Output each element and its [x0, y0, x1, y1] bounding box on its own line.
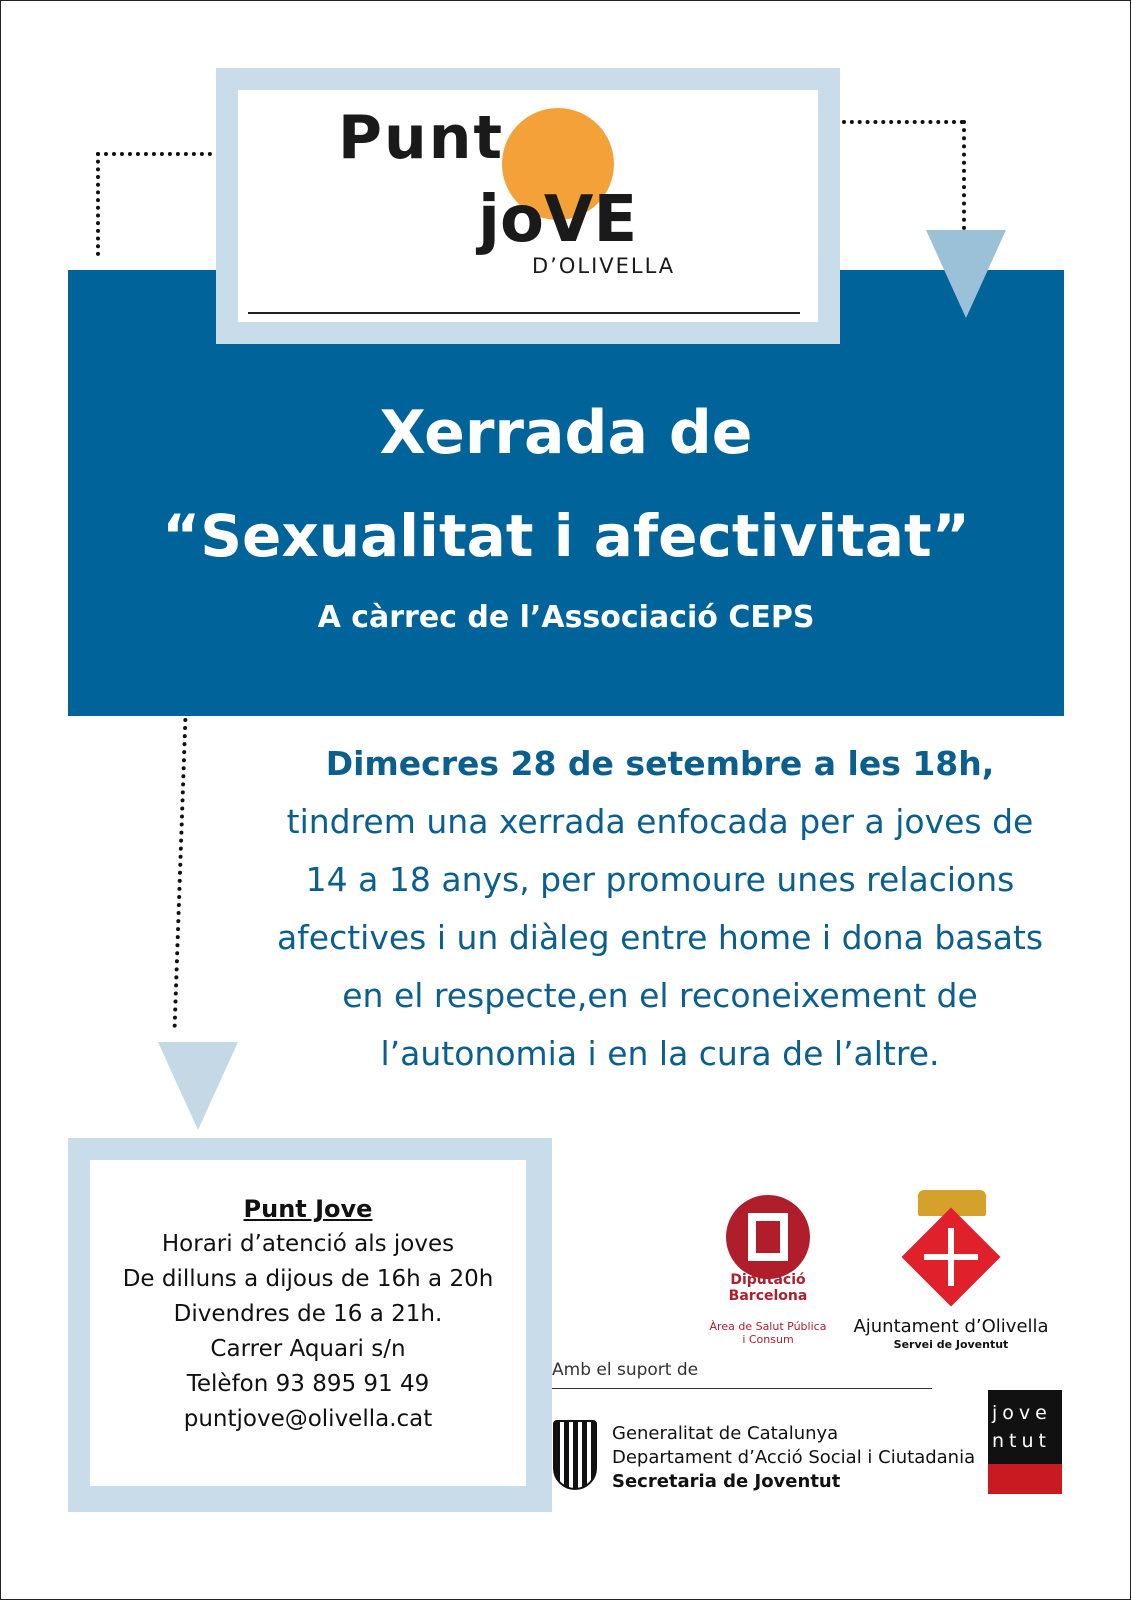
joventut-text-2: ntut [992, 1430, 1051, 1452]
joventut-logo [988, 1390, 1062, 1494]
diputacio-emblem-icon [726, 1195, 810, 1279]
arrow-down-right-icon [926, 230, 1006, 318]
logo-underline [248, 312, 800, 314]
event-date: Dimecres 28 de setembre a les 18h, [325, 744, 995, 783]
info-line: Divendres de 16 a 21h. [173, 1301, 443, 1327]
logo-text-jove: joVE [478, 183, 638, 257]
description-line: en el respecte,en el reconeixement de [342, 976, 978, 1015]
info-panel [90, 1160, 526, 1486]
diputacio-shield-icon [748, 1213, 788, 1261]
joventut-red-block [988, 1464, 1062, 1494]
banner-subtitle: A càrrec de l’Associació CEPS [317, 600, 815, 635]
banner-title-line2: “Sexualitat i afectivitat” [162, 502, 970, 570]
generalitat-emblem-icon [553, 1420, 597, 1490]
info-email: puntjove@olivella.cat [183, 1406, 433, 1432]
logo-subtitle: D’OLIVELLA [532, 254, 676, 278]
info-line: Carrer Aquari s/n [210, 1336, 406, 1362]
arrow-down-left-icon [158, 1042, 238, 1130]
logo-panel [238, 90, 818, 322]
description-line: 14 a 18 anys, per promoure unes relacions [305, 860, 1015, 899]
dotted-line-top-right [842, 120, 964, 124]
generalitat-department: Departament d’Acció Social i Ciutadania [612, 1447, 976, 1468]
info-line: Horari d’atenció als joves [161, 1231, 455, 1257]
description-line: tindrem una xerrada enfocada per a joves de [286, 802, 1034, 841]
support-divider [552, 1388, 932, 1389]
logo-frame [216, 68, 840, 344]
diputacio-area: Àrea de Salut Pública i Consum [709, 1320, 827, 1346]
description-line: l’autonomia i en la cura de l’altre. [380, 1034, 940, 1073]
ajuntament-name: Ajuntament d’Olivella [853, 1316, 1049, 1337]
info-title: Punt Jove [243, 1195, 373, 1223]
generalitat-text [612, 1422, 975, 1494]
dotted-line-top-right-vertical [962, 120, 966, 230]
joventut-text-1: jove [992, 1402, 1052, 1424]
info-frame [68, 1138, 552, 1512]
generalitat-name: Generalitat de Catalunya [612, 1423, 839, 1444]
info-phone: Telèfon 93 895 91 49 [186, 1371, 430, 1397]
ajuntament-service: Servei de Joventut [893, 1338, 1009, 1351]
generalitat-secretaria: Secretaria de Joventut [612, 1471, 841, 1492]
dotted-line-top-left-vertical [96, 152, 100, 256]
description-line: afectives i un diàleg entre home i dona basats [276, 918, 1044, 957]
cross-icon-bar [924, 1254, 978, 1260]
dotted-line-top-left [96, 152, 212, 156]
info-line: De dilluns a dijous de 16h a 20h [122, 1266, 494, 1292]
event-description [270, 735, 1050, 1083]
support-label: Amb el suport de [552, 1360, 699, 1380]
logo-text-punt: Punt [338, 103, 505, 173]
diputacio-name: Diputació Barcelona [728, 1272, 808, 1304]
banner-title-line1: Xerrada de [379, 398, 753, 468]
